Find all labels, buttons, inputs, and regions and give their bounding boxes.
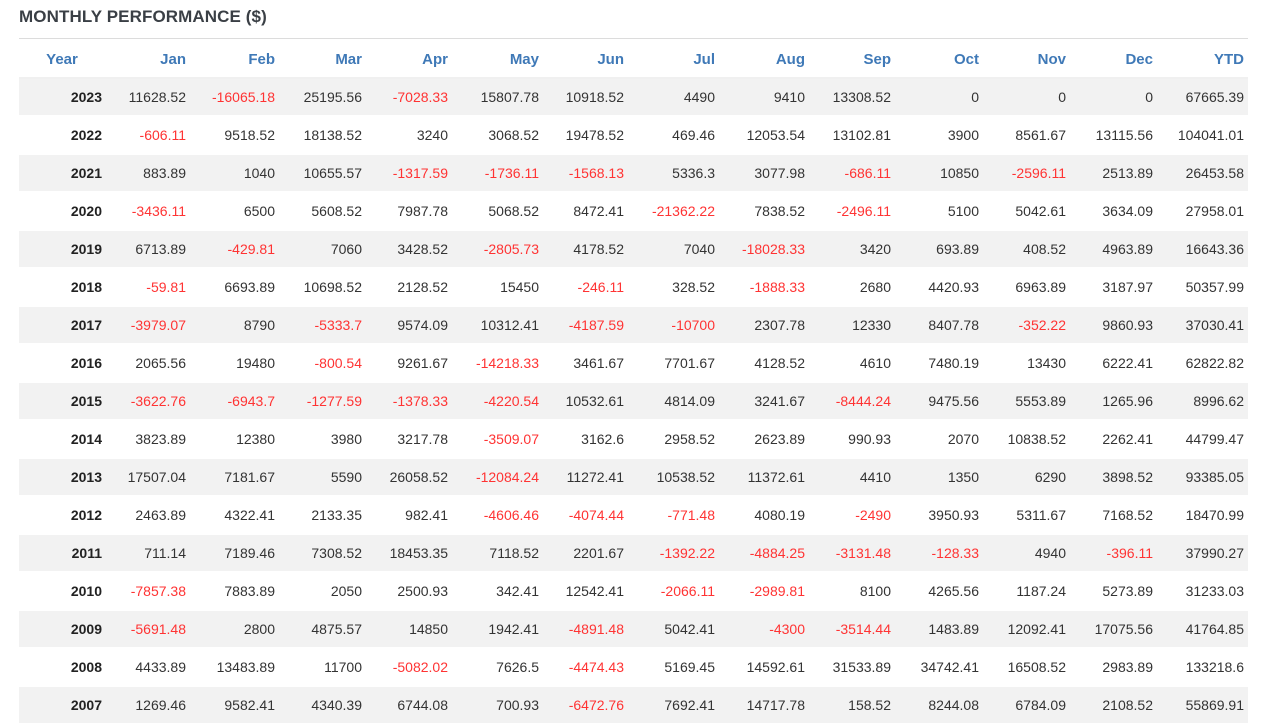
table-row — [19, 306, 1248, 344]
table-row — [19, 420, 1248, 458]
value-cell-aug: 2307.78 — [719, 306, 809, 344]
value-cell-aug: -1888.33 — [719, 268, 809, 306]
value-cell-jun: 8472.41 — [543, 192, 628, 230]
table-row — [19, 610, 1248, 648]
value-cell-jul: 469.46 — [628, 116, 719, 154]
value-cell-feb: 9518.52 — [190, 116, 279, 154]
value-cell-oct: 0 — [895, 78, 983, 116]
value-cell-apr: -1317.59 — [366, 154, 452, 192]
value-cell-aug: -2989.81 — [719, 572, 809, 610]
year-cell: 2022 — [19, 116, 105, 154]
value-cell-dec: 2262.41 — [1070, 420, 1157, 458]
value-cell-aug: 14717.78 — [719, 686, 809, 723]
value-cell-aug: 2623.89 — [719, 420, 809, 458]
value-cell-feb: -6943.7 — [190, 382, 279, 420]
value-cell-feb: 7189.46 — [190, 534, 279, 572]
value-cell-may: -2805.73 — [452, 230, 543, 268]
value-cell-feb: 6693.89 — [190, 268, 279, 306]
value-cell-dec: 0 — [1070, 78, 1157, 116]
value-cell-may: -12084.24 — [452, 458, 543, 496]
table-row — [19, 192, 1248, 230]
value-cell-oct: 3900 — [895, 116, 983, 154]
column-header-year: Year — [19, 41, 105, 78]
table-row — [19, 382, 1248, 420]
value-cell-jun: 4178.52 — [543, 230, 628, 268]
value-cell-nov: 13430 — [983, 344, 1070, 382]
value-cell-mar: 3980 — [279, 420, 366, 458]
value-cell-oct: 2070 — [895, 420, 983, 458]
value-cell-may: 700.93 — [452, 686, 543, 723]
value-cell-nov: 6963.89 — [983, 268, 1070, 306]
value-cell-ytd: 41764.85 — [1157, 610, 1248, 648]
value-cell-jul: -10700 — [628, 306, 719, 344]
value-cell-apr: 9261.67 — [366, 344, 452, 382]
value-cell-apr: 982.41 — [366, 496, 452, 534]
value-cell-oct: 9475.56 — [895, 382, 983, 420]
value-cell-apr: -1378.33 — [366, 382, 452, 420]
value-cell-feb: 2800 — [190, 610, 279, 648]
value-cell-may: -4606.46 — [452, 496, 543, 534]
value-cell-nov: 6290 — [983, 458, 1070, 496]
value-cell-apr: 18453.35 — [366, 534, 452, 572]
value-cell-dec: 2983.89 — [1070, 648, 1157, 686]
year-cell: 2008 — [19, 648, 105, 686]
table-body — [19, 78, 1248, 723]
value-cell-nov: 10838.52 — [983, 420, 1070, 458]
value-cell-mar: 4340.39 — [279, 686, 366, 723]
value-cell-sep: 13308.52 — [809, 78, 895, 116]
table-row — [19, 268, 1248, 306]
value-cell-aug: 7838.52 — [719, 192, 809, 230]
year-cell: 2017 — [19, 306, 105, 344]
value-cell-dec: -396.11 — [1070, 534, 1157, 572]
value-cell-sep: 158.52 — [809, 686, 895, 723]
value-cell-aug: 9410 — [719, 78, 809, 116]
value-cell-may: 7626.5 — [452, 648, 543, 686]
column-header-mar: Mar — [279, 41, 366, 78]
column-header-ytd: YTD — [1157, 41, 1248, 78]
value-cell-jul: 5169.45 — [628, 648, 719, 686]
value-cell-nov: 5042.61 — [983, 192, 1070, 230]
value-cell-aug: 4128.52 — [719, 344, 809, 382]
value-cell-mar: 4875.57 — [279, 610, 366, 648]
value-cell-ytd: 44799.47 — [1157, 420, 1248, 458]
value-cell-mar: 10655.57 — [279, 154, 366, 192]
value-cell-jun: 19478.52 — [543, 116, 628, 154]
value-cell-sep: -2490 — [809, 496, 895, 534]
value-cell-jul: 328.52 — [628, 268, 719, 306]
value-cell-dec: 3898.52 — [1070, 458, 1157, 496]
column-header-jun: Jun — [543, 41, 628, 78]
table-row — [19, 458, 1248, 496]
value-cell-jun: -6472.76 — [543, 686, 628, 723]
value-cell-nov: 8561.67 — [983, 116, 1070, 154]
value-cell-jun: -4891.48 — [543, 610, 628, 648]
value-cell-sep: -3131.48 — [809, 534, 895, 572]
value-cell-apr: -5082.02 — [366, 648, 452, 686]
value-cell-sep: 4410 — [809, 458, 895, 496]
value-cell-jan: 1269.46 — [105, 686, 190, 723]
value-cell-jan: 883.89 — [105, 154, 190, 192]
value-cell-dec: 4963.89 — [1070, 230, 1157, 268]
value-cell-apr: 9574.09 — [366, 306, 452, 344]
value-cell-mar: 10698.52 — [279, 268, 366, 306]
value-cell-dec: 5273.89 — [1070, 572, 1157, 610]
year-cell: 2020 — [19, 192, 105, 230]
value-cell-ytd: 37990.27 — [1157, 534, 1248, 572]
value-cell-dec: 2513.89 — [1070, 154, 1157, 192]
value-cell-feb: 7181.67 — [190, 458, 279, 496]
column-header-feb: Feb — [190, 41, 279, 78]
value-cell-jul: -2066.11 — [628, 572, 719, 610]
value-cell-feb: -16065.18 — [190, 78, 279, 116]
value-cell-feb: 1040 — [190, 154, 279, 192]
value-cell-jun: 10918.52 — [543, 78, 628, 116]
column-header-may: May — [452, 41, 543, 78]
value-cell-mar: 18138.52 — [279, 116, 366, 154]
value-cell-may: 7118.52 — [452, 534, 543, 572]
table-row — [19, 78, 1248, 116]
value-cell-may: 5068.52 — [452, 192, 543, 230]
value-cell-jun: 10532.61 — [543, 382, 628, 420]
value-cell-may: -1736.11 — [452, 154, 543, 192]
value-cell-nov: 0 — [983, 78, 1070, 116]
value-cell-nov: 408.52 — [983, 230, 1070, 268]
table-row — [19, 230, 1248, 268]
value-cell-oct: 8244.08 — [895, 686, 983, 723]
value-cell-apr: 2500.93 — [366, 572, 452, 610]
value-cell-mar: 5590 — [279, 458, 366, 496]
value-cell-aug: 3077.98 — [719, 154, 809, 192]
value-cell-ytd: 27958.01 — [1157, 192, 1248, 230]
value-cell-aug: -18028.33 — [719, 230, 809, 268]
value-cell-may: 1942.41 — [452, 610, 543, 648]
value-cell-apr: 3428.52 — [366, 230, 452, 268]
value-cell-jan: -3622.76 — [105, 382, 190, 420]
value-cell-dec: 3634.09 — [1070, 192, 1157, 230]
value-cell-aug: 14592.61 — [719, 648, 809, 686]
value-cell-nov: 16508.52 — [983, 648, 1070, 686]
value-cell-jan: 2065.56 — [105, 344, 190, 382]
value-cell-sep: 990.93 — [809, 420, 895, 458]
column-header-nov: Nov — [983, 41, 1070, 78]
value-cell-oct: 34742.41 — [895, 648, 983, 686]
value-cell-mar: 11700 — [279, 648, 366, 686]
value-cell-dec: 9860.93 — [1070, 306, 1157, 344]
value-cell-apr: 3217.78 — [366, 420, 452, 458]
page-title: MONTHLY PERFORMANCE ($) — [19, 7, 267, 26]
column-header-sep: Sep — [809, 41, 895, 78]
value-cell-oct: 5100 — [895, 192, 983, 230]
year-cell: 2018 — [19, 268, 105, 306]
value-cell-jan: -59.81 — [105, 268, 190, 306]
value-cell-dec: 3187.97 — [1070, 268, 1157, 306]
value-cell-feb: -429.81 — [190, 230, 279, 268]
value-cell-feb: 13483.89 — [190, 648, 279, 686]
value-cell-aug: 12053.54 — [719, 116, 809, 154]
value-cell-ytd: 37030.41 — [1157, 306, 1248, 344]
value-cell-dec: 7168.52 — [1070, 496, 1157, 534]
value-cell-mar: 25195.56 — [279, 78, 366, 116]
value-cell-may: 342.41 — [452, 572, 543, 610]
value-cell-jun: -246.11 — [543, 268, 628, 306]
value-cell-jan: -5691.48 — [105, 610, 190, 648]
value-cell-jan: -7857.38 — [105, 572, 190, 610]
value-cell-ytd: 8996.62 — [1157, 382, 1248, 420]
value-cell-oct: 1350 — [895, 458, 983, 496]
year-cell: 2011 — [19, 534, 105, 572]
year-cell: 2012 — [19, 496, 105, 534]
value-cell-nov: 1187.24 — [983, 572, 1070, 610]
value-cell-nov: 12092.41 — [983, 610, 1070, 648]
value-cell-mar: 5608.52 — [279, 192, 366, 230]
value-cell-apr: 7987.78 — [366, 192, 452, 230]
value-cell-mar: 2133.35 — [279, 496, 366, 534]
value-cell-jan: 711.14 — [105, 534, 190, 572]
value-cell-mar: -800.54 — [279, 344, 366, 382]
value-cell-apr: 14850 — [366, 610, 452, 648]
value-cell-feb: 12380 — [190, 420, 279, 458]
value-cell-sep: 3420 — [809, 230, 895, 268]
value-cell-jun: -4074.44 — [543, 496, 628, 534]
title-divider — [19, 38, 1248, 39]
value-cell-oct: 1483.89 — [895, 610, 983, 648]
value-cell-jun: 3461.67 — [543, 344, 628, 382]
value-cell-jun: -4474.43 — [543, 648, 628, 686]
value-cell-jan: 6713.89 — [105, 230, 190, 268]
value-cell-oct: 10850 — [895, 154, 983, 192]
value-cell-may: -4220.54 — [452, 382, 543, 420]
value-cell-nov: 5311.67 — [983, 496, 1070, 534]
year-cell: 2009 — [19, 610, 105, 648]
value-cell-feb: 8790 — [190, 306, 279, 344]
value-cell-feb: 6500 — [190, 192, 279, 230]
value-cell-ytd: 133218.6 — [1157, 648, 1248, 686]
value-cell-sep: 4610 — [809, 344, 895, 382]
value-cell-ytd: 31233.03 — [1157, 572, 1248, 610]
value-cell-sep: 12330 — [809, 306, 895, 344]
year-cell: 2015 — [19, 382, 105, 420]
value-cell-ytd: 55869.91 — [1157, 686, 1248, 723]
value-cell-nov: 6784.09 — [983, 686, 1070, 723]
value-cell-aug: -4884.25 — [719, 534, 809, 572]
value-cell-sep: 31533.89 — [809, 648, 895, 686]
value-cell-nov: -2596.11 — [983, 154, 1070, 192]
value-cell-may: -14218.33 — [452, 344, 543, 382]
value-cell-aug: 3241.67 — [719, 382, 809, 420]
year-cell: 2014 — [19, 420, 105, 458]
value-cell-sep: 13102.81 — [809, 116, 895, 154]
value-cell-jan: 3823.89 — [105, 420, 190, 458]
value-cell-jan: -606.11 — [105, 116, 190, 154]
value-cell-jul: 2958.52 — [628, 420, 719, 458]
value-cell-apr: 2128.52 — [366, 268, 452, 306]
value-cell-oct: 4265.56 — [895, 572, 983, 610]
value-cell-dec: 2108.52 — [1070, 686, 1157, 723]
value-cell-apr: -7028.33 — [366, 78, 452, 116]
value-cell-nov: 5553.89 — [983, 382, 1070, 420]
value-cell-ytd: 16643.36 — [1157, 230, 1248, 268]
value-cell-dec: 17075.56 — [1070, 610, 1157, 648]
value-cell-mar: 7060 — [279, 230, 366, 268]
value-cell-dec: 1265.96 — [1070, 382, 1157, 420]
value-cell-oct: 3950.93 — [895, 496, 983, 534]
value-cell-oct: 8407.78 — [895, 306, 983, 344]
value-cell-jun: -1568.13 — [543, 154, 628, 192]
value-cell-mar: 2050 — [279, 572, 366, 610]
value-cell-jul: 7692.41 — [628, 686, 719, 723]
value-cell-feb: 9582.41 — [190, 686, 279, 723]
table-row — [19, 534, 1248, 572]
column-header-jul: Jul — [628, 41, 719, 78]
table-row — [19, 572, 1248, 610]
value-cell-may: -3509.07 — [452, 420, 543, 458]
value-cell-jan: 4433.89 — [105, 648, 190, 686]
year-cell: 2013 — [19, 458, 105, 496]
value-cell-mar: -1277.59 — [279, 382, 366, 420]
value-cell-sep: -686.11 — [809, 154, 895, 192]
table-row — [19, 154, 1248, 192]
value-cell-jul: -1392.22 — [628, 534, 719, 572]
column-header-oct: Oct — [895, 41, 983, 78]
year-cell: 2010 — [19, 572, 105, 610]
column-header-aug: Aug — [719, 41, 809, 78]
value-cell-sep: -2496.11 — [809, 192, 895, 230]
value-cell-sep: -8444.24 — [809, 382, 895, 420]
value-cell-aug: 11372.61 — [719, 458, 809, 496]
value-cell-feb: 7883.89 — [190, 572, 279, 610]
value-cell-ytd: 50357.99 — [1157, 268, 1248, 306]
value-cell-may: 15807.78 — [452, 78, 543, 116]
value-cell-sep: 8100 — [809, 572, 895, 610]
value-cell-nov: 4940 — [983, 534, 1070, 572]
value-cell-oct: 693.89 — [895, 230, 983, 268]
monthly-performance-table — [19, 41, 1248, 723]
year-cell: 2019 — [19, 230, 105, 268]
header-row — [19, 41, 1248, 78]
value-cell-jul: 4490 — [628, 78, 719, 116]
value-cell-jul: 4814.09 — [628, 382, 719, 420]
value-cell-jul: -771.48 — [628, 496, 719, 534]
value-cell-may: 15450 — [452, 268, 543, 306]
value-cell-jan: -3436.11 — [105, 192, 190, 230]
value-cell-jun: 3162.6 — [543, 420, 628, 458]
table-row — [19, 686, 1248, 723]
value-cell-mar: -5333.7 — [279, 306, 366, 344]
column-header-dec: Dec — [1070, 41, 1157, 78]
value-cell-ytd: 93385.05 — [1157, 458, 1248, 496]
value-cell-jul: 7040 — [628, 230, 719, 268]
table-row — [19, 116, 1248, 154]
value-cell-jul: -21362.22 — [628, 192, 719, 230]
value-cell-sep: -3514.44 — [809, 610, 895, 648]
value-cell-aug: 4080.19 — [719, 496, 809, 534]
value-cell-oct: 7480.19 — [895, 344, 983, 382]
value-cell-ytd: 67665.39 — [1157, 78, 1248, 116]
column-header-apr: Apr — [366, 41, 452, 78]
year-cell: 2007 — [19, 686, 105, 723]
value-cell-jan: 11628.52 — [105, 78, 190, 116]
value-cell-ytd: 104041.01 — [1157, 116, 1248, 154]
value-cell-jun: 2201.67 — [543, 534, 628, 572]
value-cell-aug: -4300 — [719, 610, 809, 648]
table-row — [19, 648, 1248, 686]
value-cell-oct: -128.33 — [895, 534, 983, 572]
value-cell-jul: 5336.3 — [628, 154, 719, 192]
value-cell-sep: 2680 — [809, 268, 895, 306]
table-row — [19, 496, 1248, 534]
column-header-jan: Jan — [105, 41, 190, 78]
table-row — [19, 344, 1248, 382]
value-cell-jul: 5042.41 — [628, 610, 719, 648]
value-cell-jun: -4187.59 — [543, 306, 628, 344]
value-cell-ytd: 62822.82 — [1157, 344, 1248, 382]
value-cell-ytd: 18470.99 — [1157, 496, 1248, 534]
value-cell-feb: 4322.41 — [190, 496, 279, 534]
value-cell-oct: 4420.93 — [895, 268, 983, 306]
value-cell-mar: 7308.52 — [279, 534, 366, 572]
value-cell-dec: 6222.41 — [1070, 344, 1157, 382]
value-cell-jan: 2463.89 — [105, 496, 190, 534]
value-cell-ytd: 26453.58 — [1157, 154, 1248, 192]
year-cell: 2016 — [19, 344, 105, 382]
year-cell: 2021 — [19, 154, 105, 192]
value-cell-jul: 10538.52 — [628, 458, 719, 496]
value-cell-jun: 12542.41 — [543, 572, 628, 610]
value-cell-jul: 7701.67 — [628, 344, 719, 382]
value-cell-feb: 19480 — [190, 344, 279, 382]
value-cell-apr: 3240 — [366, 116, 452, 154]
value-cell-may: 3068.52 — [452, 116, 543, 154]
value-cell-apr: 6744.08 — [366, 686, 452, 723]
value-cell-may: 10312.41 — [452, 306, 543, 344]
value-cell-nov: -352.22 — [983, 306, 1070, 344]
value-cell-dec: 13115.56 — [1070, 116, 1157, 154]
value-cell-jun: 11272.41 — [543, 458, 628, 496]
value-cell-apr: 26058.52 — [366, 458, 452, 496]
year-cell: 2023 — [19, 78, 105, 116]
value-cell-jan: 17507.04 — [105, 458, 190, 496]
value-cell-jan: -3979.07 — [105, 306, 190, 344]
